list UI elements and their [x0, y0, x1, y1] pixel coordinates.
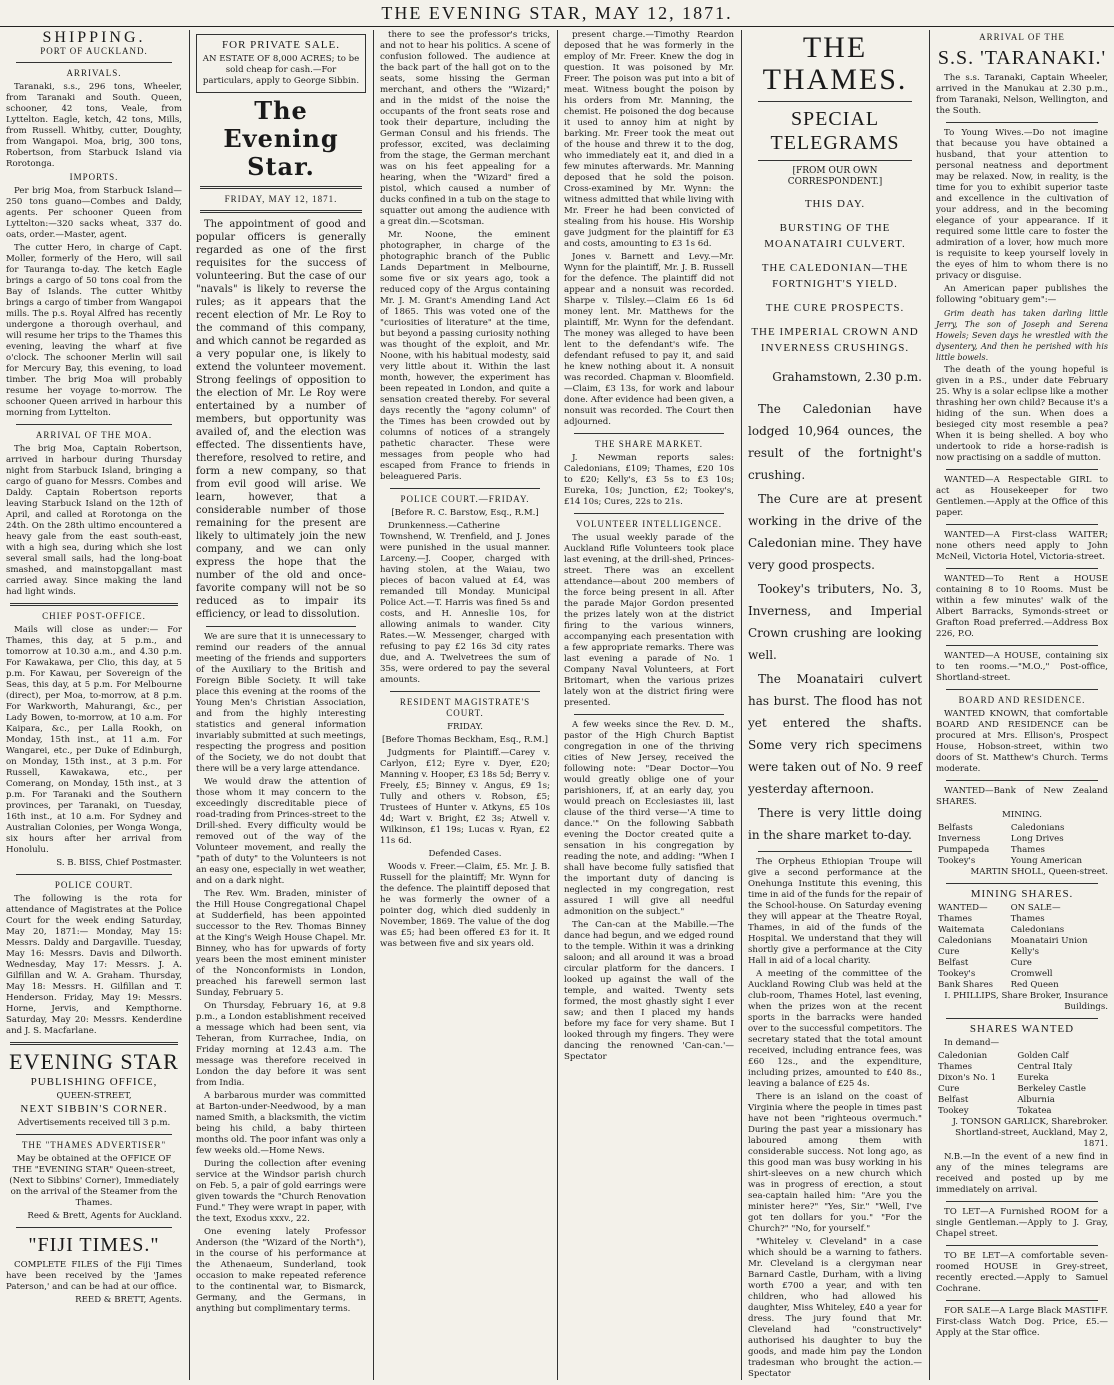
- jingle-text: Grim death has taken darling little Jerry, The son of Joseph and Serena Howels; Seven days he wrestled with the dysentery, And then he perished with his little bowels.: [936, 309, 1108, 362]
- news-paragraph: There is an island on the coast of Virginia where the people in times past have not been "righteous overmuch." During the past year a missionary has laboured among them with considerable success. Not long ago, as this good man was busy working in his shirt-sleeves on a new church which was in progress of erection, a stout sea-captain hailed him: "Are you the minister here?" "Yes, Sir." "Well, I've got ten dollars for you." "For the Church?" "No, for yourself.": [748, 1092, 922, 1234]
- office-street: QUEEN-STREET,: [56, 1091, 132, 1101]
- wanted-ad: WANTED—A First-class WAITER; none others need apply to John McNeil, Victoria Hotel, Victoria-street.: [936, 530, 1108, 562]
- divider: [16, 424, 172, 425]
- share-name: Golden Calf: [1017, 1051, 1069, 1061]
- port-heading: PORT OF AUCKLAND.: [40, 46, 148, 56]
- arrivals-text: Taranaki, s.s., 296 tons, Wheeler, from Taranaki and South. Queen, schooner, 42 tons, Veale, from Lyttelton. Eagle, ketch, 42 tons, Mills, from Russell. Whitby, cutter, Doughty, from Wangapoi. Moa, brig, 300 tons, Robertson, from Starbuck Island via Rorotonga.: [6, 82, 182, 169]
- rm-court-sub: [Before Thomas Beckham, Esq., R.M.]: [381, 735, 549, 745]
- share-name: Central Italy: [1017, 1062, 1073, 1072]
- divider: [206, 626, 356, 627]
- share-name: Thames: [1010, 914, 1045, 924]
- editorial-paragraph: During the collection after evening service at the Windsor parish church on Feb. 5, a pair of gold earrings were given towards the "Church Renovation Fund." They were wrapt in paper, with the text, Exodus xxxv., 22.: [196, 1159, 366, 1224]
- share-name: Cure: [938, 947, 960, 957]
- share-name: Thames: [938, 1062, 973, 1072]
- editorial-paragraph: A barbarous murder was committed at Barton-under-Needwood, by a man named Smith, a blacksmith, the victim being his child, a baby thirteen months old. The poor infant was only a few weeks old.—Home News.: [196, 1091, 366, 1156]
- share-name: Tookey's: [938, 856, 976, 866]
- divider: [946, 1245, 1098, 1246]
- article-paragraph: present charge.—Timothy Reardon deposed that he was formerly in the employ of Mr. Freer. Knew the dog in question. It was poisoned by Mr. Freer. The poison was put into a bit of meat. Witness bought the poison by his orders from Mr. Manning, the chemist. He poisoned the dog because it used to annoy him at night by barking. Mr. Freer took the meat out of the house and threw it to the dog, who immediately eat it, and died in a few minutes afterwards. Mr. Manning deposed that he sold the poison. Cross-examined by Mr. Wynn: the witness admitted that while living with Mr. Freer he had been convicted of stealing from his house. His Worship gave judgment for the plaintiff for £3 and costs, amounting to £3 1s 6d.: [564, 30, 734, 249]
- divider: [946, 1201, 1098, 1202]
- divider: [946, 645, 1098, 646]
- article-paragraph: there to see the professor's tricks, and not to hear his politics. A scene of confusion followed. The audience at the back part of the hall got on to the seats, some hissing the German merchant, and others the "Wizard;" and in the midst of the noise the occupants of the front seats rose and took their departure, including the German Consul and his friends. The professor, excited, was declaiming from the stage, the German merchant was on his feet appealing for a hearing, when the "Wizard" fired a pistol, which caused a number of ducks confined in a tub on the stage to squatter out among the audience with a great din.—Scotsman.: [380, 30, 550, 227]
- imports-heading: IMPORTS.: [69, 172, 119, 182]
- share-name: Belfast: [938, 958, 969, 968]
- wives-text: To Young Wives.—Do not imagine that because you have obtained a husband, that your attention to personal neatness and deportment may be relaxed. Now, in reality, is the time for you to exhibit superior taste and excellence in the cultivation of your address, and in the becoming elegance of your appearance. If it required some little care to foster the admiration of a lover, how much more is requisite to keep yourself lovely in the eyes of him to whom there is no privacy or disguise.: [936, 128, 1108, 281]
- divider: [758, 101, 912, 102]
- divider: [946, 689, 1098, 690]
- divider: [16, 1227, 172, 1228]
- share-name: Belfast: [938, 1095, 969, 1105]
- telegram-paragraph: Tookey's tributers, No. 3, Inverness, and Imperial Crown crushing are looking well.: [748, 582, 922, 662]
- arrival-heading: ARRIVAL OF THE: [979, 32, 1065, 42]
- divider: [946, 568, 1098, 569]
- fiji-heading: "FIJI TIMES.": [28, 1234, 160, 1256]
- office-next: NEXT SIBBIN'S CORNER.: [20, 1103, 168, 1115]
- imports-text: Per brig Moa, from Starbuck Island—250 tons guano—Combes and Daldy, agents. Per schooner Queen from Lyttelton:—320 sacks wheat, 337 do. oats, order.—Master, agent.: [6, 186, 182, 240]
- column-2: [190, 30, 372, 1380]
- misc-text: The death of the young hopeful is given in a P.S., under date February 25. Why is a solar eclipse like a mother thrashing her own child? Because it's a hiding of the sun. When does a besieged city most resemble a pea? When it is being shelled. A boy who undertook to ride a horse-radish is now practising on a saddle of mutton.: [936, 365, 1108, 463]
- divider: [10, 1042, 178, 1045]
- rm-court-day: FRIDAY.: [447, 722, 483, 732]
- share-market-text: J. Newman reports sales: Caledonians, £109; Thames, £20 10s to £20; Kelly's, £3 5s to £3 10s; Eureka, 10s; Junction, £2; Tookey's, £14 10s; Cures, 22s to 21s.: [564, 453, 734, 507]
- article-paragraph: The Can-can at the Mabille.—The dance had begun, and we edged round to the temple. Within it was a drinking saloon; and all around it was a broad circular platform for the dancers. I looked up against the wall of the temple, and waited. Twenty sets formed, the most ghastly sight I ever saw; and then I placed my hands before my face for very shame. But I looked through my fingers. They were dancing the renowned 'Can-can.'—Spectator: [564, 920, 734, 1062]
- sale-text: AN ESTATE OF 8,000 ACRES; to be sold cheap for cash.—For particulars, apply to George Sibbin.: [202, 54, 360, 86]
- headline: THE CALEDONIAN—THE FORTNIGHT'S YIELD.: [761, 262, 909, 290]
- thames-title: THE THAMES.: [762, 31, 908, 96]
- divider: [946, 122, 1098, 123]
- arrival-ship: S.S. 'TARANAKI.': [937, 47, 1107, 69]
- shipping-heading: SHIPPING.: [42, 30, 146, 46]
- column-5: [742, 30, 928, 1380]
- editorial-paragraph: We are sure that it is unnecessary to remind our readers of the annual meeting of the friends and supporters of the Auxiliary to the British and Foreign Bible Society. It will take place this evening at the rooms of the Young Men's Christian Association, and from the highly interesting statistics and general information invariably submitted at such meetings, respecting the progress and position of the Society, we do not doubt that there will be a very large attendance.: [196, 632, 366, 774]
- telegram-paragraph: The Caledonian have lodged 10,964 ounces, the result of the fortnight's crushing.: [748, 402, 922, 482]
- divider: [16, 1134, 172, 1135]
- editorial-paragraph: One evening lately Professor Anderson (the "Wizard of the North"), in the course of his performance at the Athenaeum, Sunderland, took occasion to make repeated reference to the continental war, to Bismarck, Germany, and the Germans, in anything but complimentary terms.: [196, 1227, 366, 1314]
- paper-title: The Evening Star.: [223, 96, 339, 181]
- divider: [946, 1300, 1098, 1301]
- thames-advertiser-text: May be obtained at the OFFICE OF THE "EVENING STAR" Queen-street, (Next to Sibbins' Corner), Immediately on the arrival of the Steamer from the Thames.: [9, 1154, 179, 1208]
- office-note: Advertisements received till 3 p.m.: [17, 1118, 171, 1128]
- bank-head: WANTED—Bank of New Zealand SHARES.: [936, 786, 1108, 807]
- jingle-intro: An American paper publishes the following "obituary gem":—: [936, 284, 1108, 305]
- bank-shares-table: [936, 823, 1108, 867]
- divider: [946, 883, 1098, 884]
- divider: [758, 160, 912, 161]
- share-name: Tookey's: [938, 969, 976, 979]
- divider: [946, 524, 1098, 525]
- to-let-ad: TO LET—A Furnished ROOM for a single Gentleman.—Apply to J. Gray, Chapel street.: [936, 1207, 1108, 1239]
- private-sale-ad: [196, 34, 366, 93]
- telegram-paragraph: The Moanatairi culvert has burst. The flood has not yet entered the shafts. Some very rich specimens were taken out of No. 9 reef yesterday afternoon.: [748, 672, 922, 796]
- post-signature: S. B. BISS, Chief Postmaster.: [56, 858, 182, 868]
- news-paragraph: A meeting of the committee of the Auckland Rowing Club was held at the club-room, Thames Hotel, last evening, when the prizes won at the recent sports in the barracks were handed over to the successful competitors. The secretary stated that the total amount received, including entrance fees, was £60 12s., and the expenditure, including prizes, amounted to £40 8s., leaving a balance of £25 4s.: [748, 969, 922, 1089]
- share-name: Tookey: [938, 1106, 969, 1116]
- share-market-heading: THE SHARE MARKET.: [594, 439, 704, 449]
- editorial-paragraph: On Thursday, February 16, at 9.8 p.m., a London establishment received a message which had been sent, via Teheran, from Kurrachee, India, on Friday morning at 12.43 a.m. The message was therefore received in London the day before it was sent from India.: [196, 1001, 366, 1088]
- news-paragraph: The Orpheus Ethiopian Troupe will give a second performance at the Onehunga Institute this evening, this time in aid of the funds for the repair of the School-house. On Saturday evening they will appear at the Theatre Royal, Thames, in aid of the funds of the Hospital. We understand that they will shortly give a performance at the City Hall in aid of a local charity.: [748, 857, 922, 966]
- board-heading: BOARD AND RESIDENCE.: [958, 695, 1086, 705]
- volunteer-heading: VOLUNTEER INTELLIGENCE.: [576, 519, 722, 529]
- divider: [574, 433, 724, 434]
- share-name: Moanatairi Union: [1010, 936, 1088, 946]
- police-court-heading: POLICE COURT.—FRIDAY.: [400, 494, 530, 504]
- share-name: Thames: [1010, 845, 1045, 855]
- arrival-text: The s.s. Taranaki, Captain Wheeler, arrived in the Manukau at 2.30 p.m., from Taranaki, Nelson, Wellington, and the South.: [936, 73, 1108, 116]
- share-name: Waitemata: [938, 925, 985, 935]
- moa-heading: ARRIVAL OF THE MOA.: [35, 430, 153, 440]
- share-name: Caledonian: [938, 1051, 988, 1061]
- mining-sign: I. PHILLIPS, Share Broker, Insurance Buildings.: [944, 991, 1108, 1012]
- office-heading: EVENING STAR: [9, 1049, 179, 1074]
- mining-shares-heading: MINING SHARES.: [970, 888, 1074, 900]
- sale-heading: FOR PRIVATE SALE.: [222, 39, 340, 51]
- share-name: Red Queen: [1010, 980, 1059, 990]
- divider: [16, 62, 172, 63]
- correspondent-note: [FROM OUR OWN CORRESPONDENT.]: [787, 166, 883, 187]
- post-text: Mails will close as under:— For Thames, this day, at 5 p.m., and tomorrow at 10.30 a.m., and 4.30 p.m. For Kawakawa, per Clio, this day, at 5 p.m. For Kawau, per Sovereign of the Seas, this day, at 5 p.m. For Melbourne (direct), per Moa, to-morrow, at 8 p.m. For Warkworth, Mahurangi, &c., per Lady Bowen, to-morrow, at 10 a.m. For Kaipara, &c., per Lalla Rookh, on Monday, 15th inst., at 11 a.m. For Wangarei, etc., per Duke of Edinburgh, on Monday, 15th inst., at 3 p.m. For Russell, Kawakawa, etc., per Comerang, on Monday, 15th inst., at 3 p.m. For Taranaki and the Southern provinces, per Taranaki, on Tuesday, 16th inst., at 10 a.m. For Sydney and Australian Colonies, per Wonga Wonga, six hours after her arrival from Honolulu.: [6, 625, 182, 855]
- telegram-paragraph: There is very little doing in the share market to-day.: [748, 806, 922, 842]
- list-head: WANTED—: [938, 903, 988, 913]
- arrivals-heading: ARRIVALS.: [66, 68, 122, 78]
- share-name: Dixon's No. 1: [938, 1073, 997, 1083]
- share-name: Berkeley Castle: [1017, 1084, 1086, 1094]
- share-name: Tokatea: [1017, 1106, 1052, 1116]
- list-head: ON SALE—: [1010, 903, 1061, 913]
- bank-sign: MARTIN SHOLL, Queen-street.: [970, 867, 1108, 877]
- share-name: Kelly's: [1010, 947, 1039, 957]
- office-subheading: PUBLISHING OFFICE,: [30, 1076, 158, 1088]
- article-paragraph: A few weeks since the Rev. D. M., pastor of the High Church Baptist congregation in one of the thriving cities of New Jersey, received the following note: "Dear Doctor—You would greatly oblige one of your parishioners, if, at an early day, you would preach on Ecclesiastes iii, last clause of the third verse—'A time to dance.'" On the following Sabbath evening the Doctor created quite a sensation in his congregation by reading the note, and adding: "When I shall have become fully satisfied that the important duty of dancing is neglected in my congregation, rest assured I will give all needful admonition on the subject.": [564, 720, 734, 917]
- divider: [946, 780, 1098, 781]
- to-let-ad: TO BE LET—A comfortable seven-roomed HOUSE in Grey-street, recently erected.—Apply to Samuel Cochrane.: [936, 1251, 1108, 1294]
- moa-text: The brig Moa, Captain Robertson, arrived in harbour during Thursday night from Starbuck Island, bringing a cargo of guano for Messrs. Combes and Daldy. Captain Robertson reports leaving Starbuck Island on the 12th of April, and called at Rorotonga on the 24th. On the 28th ultimo encountered a heavy gale from the east south-east, with a high sea, during which she lost several small sails, had the long-boat smashed, and mainstopgallant mast carried away. Since making the land had light winds.: [6, 444, 182, 597]
- editorial-paragraph: The appointment of good and popular officers is generally regarded as one of the first requisites for the success of volunteering. But the case of our "navals" is likely to reverse the rules; as it appears that the recent election of Mr. Le Roy to the command of this company, and which cannot be regarded as a very popular one, is likely to extend the volunteer movement. Strong feelings of opposition to the election of Mr. Le Roy were entertained by a number of members, but opportunity was availed of, and the election was effected. The dissentients have, therefore, resolved to retire, and form a new company, so that from evil good will arise. We learn, however, that a considerable number of those remaining for the present are likely to ultimately join the new company, and we can only express the hope that the number of the old and once-favorite company will not be so reduced as to impair its efficiency, or lead to dissolution.: [196, 219, 366, 620]
- share-name: Eureka: [1017, 1073, 1049, 1083]
- column-1: [0, 30, 188, 1380]
- police-court-text: Drunkenness.—Catherine Townshend, W. Trenfield, and J. Jones were punished in the usual manner. Larceny.—J. Cooper, charged with having stolen, at the Waiau, two pieces of bacon valued at £4, was remanded till Monday. Municipal Police Act.—T. Harris was fined 5s and costs, and H. Anneslie 10s, for allowing animals to wander. City Rates.—W. Messenger, charged with refusing to pay £2 16s 3d city rates due, and A. Twelvetrees the sum of 35s, were ordered to pay the several amounts.: [380, 521, 550, 685]
- date-line: FRIDAY, MAY 12, 1871.: [224, 194, 338, 204]
- police-rota-text: The following is the rota for attendance of Magistrates at the Police Court for the week ending Saturday, May 20, 1871:— Monday, May 15: Messrs. Daldy and Dargaville. Tuesday, May 16: Messrs. Davis and Dilworth. Wednesday, May 17: Messrs. J. A. Gilfillan and W. A. Graham. Thursday, May 18: Messrs. H. Gilfillan and T. Henderson. Friday, May 19: Messrs. Horne, Jervis, and Kempthorne. Saturday, May 20: Messrs. Kenderdine and J. S. Macfarlane.: [6, 894, 182, 1036]
- shares-wanted-table: [936, 1051, 1108, 1117]
- divider: [758, 851, 912, 852]
- wanted-ad: WANTED—A Respectable GIRL to act as Housekeeper for two Gentlemen.—Apply at the Office of this paper.: [936, 475, 1108, 518]
- shares-wanted-heading: SHARES WANTED: [969, 1023, 1075, 1035]
- bank-mining: MINING.: [1002, 810, 1042, 820]
- police-rota-heading: POLICE COURT.: [54, 880, 134, 890]
- article-paragraph: Mr. Noone, the eminent photographer, in charge of the photographic branch of the Public Lands Department in Melbourne, some five or six years ago, took a reduced copy of the Argus containing Mr. J. M. Grant's Amending Land Act of 1865. This was voted one of the "curiosities of literature" at the time, but beyond a passing curiosity nothing was thought of the exploit, and Mr. Noone, with his habitual modesty, said very little about it. Within the last month, however, the experiment has been repeated in London, and quite a sensation created thereby. For several days recently the "agony column" of the Times has been crowded out by columns of notices of a strangely pathetic character. These were messages from people who had escaped from France to friends in beleaguered Paris.: [380, 230, 550, 482]
- telegrams-title: SPECIAL TELEGRAMS: [770, 108, 900, 154]
- headline: THE CURE PROSPECTS.: [765, 302, 905, 314]
- share-name: Thames: [938, 914, 973, 924]
- share-name: Caledonians: [938, 936, 992, 946]
- share-name: Caledonians: [1010, 925, 1065, 935]
- editorial-paragraph: We would draw the attention of those whom it may concern to the exceedingly discreditable piece of road-trading from Princes-street to the Drill-shed. Every difficulty would be removed out of the way of the Volunteer movement, and really the "path of duty" to the Volunteers is not an easy one, especially in wet weather, and on a dark night.: [196, 777, 367, 886]
- divider: [16, 874, 172, 875]
- shares-head: In demand—: [944, 1038, 1000, 1048]
- thames-advertiser-sign: Reed & Brett, Agents for Auckland.: [27, 1211, 182, 1221]
- news-paragraph: "Whiteley v. Cleveland" in a case which should be a warning to fathers. Mr. Cleveland is a clergyman near Barnard Castle, Durham, with a living worth £700 a year, and with ten children, who had allowed his daughter, Miss Whiteley, £40 a year for dress. The jury found that Mr. Cleveland had "constructively" authorised his daughter to buy the goods, and made him pay the London tradesman who brought the action.—Spectator: [748, 1237, 922, 1379]
- fiji-sign: REED & BRETT, Agents.: [75, 1295, 182, 1305]
- share-name: Belfasts: [938, 823, 973, 833]
- shares-sign: J. TONSON GARLICK, Sharebroker. Shortland-street, Auckland, May 2, 1871.: [952, 1117, 1108, 1149]
- thames-advertiser-heading: THE "THAMES ADVERTISER": [21, 1140, 167, 1150]
- divider: [10, 603, 178, 606]
- rm-court-text: Judgments for Plaintiff.—Carey v. Carlyon, £12; Eyre v. Dyer, £20; Manning v. Hooper, £3 18s 5d; Berry v. Freely, £5; Binney v. Angus, £9 1s; Tully and others v. Robson, £5; Trustees of Hunter v. Atkyns, £5 10s 4d; Wart v. Bright, £2 3s; Atwell v. Wilkinson, £1 19s; Lucas v. Ryan, £2 11s 6d.: [380, 748, 550, 846]
- rm-court-heading: RESIDENT MAGISTRATE'S COURT.: [399, 697, 531, 718]
- article-paragraph: Jones v. Barnett and Levy.—Mr. Wynn for the plaintiff, Mr. J. B. Russell for the defence. The plaintiff did not appear and a nonsuit was recorded. Sharpe v. Tilsley.—Claim £6 1s 6d money lent. Mr. Matthews for the plaintiff, Mr. Wynn for the defendant. The money was alleged to have been lent to the defendant's wife. The defendant refused to pay it, and said he knew nothing about it. A nonsuit was recorded. Chapman v. Bloomfield.—Claim, £3 13s, for work and labour done. After evidence had been given, a nonsuit was recorded. The Court then adjourned.: [564, 252, 734, 427]
- column-3: [374, 30, 556, 1380]
- for-sale-ad: FOR SALE—A Large Black MASTIFF. First-class Watch Dog. Price, £5.—Apply at the Star office.: [936, 1306, 1108, 1338]
- headline: THE IMPERIAL CROWN AND INVERNESS CRUSHINGS.: [751, 326, 919, 354]
- column-6: [930, 30, 1114, 1380]
- divider: [200, 186, 362, 189]
- telegram-paragraph: The Cure are at present working in the drive of the Caledonian mine. They have very good prospects.: [748, 492, 922, 572]
- shares-note: N.B.—In the event of a new find in any of the mines telegrams are received and posted up by me immediately on arrival.: [936, 1152, 1108, 1195]
- telegram-dateline: Grahamstown, 2.30 p.m.: [772, 370, 922, 384]
- divider: [574, 714, 724, 715]
- share-name: Inverness: [938, 834, 981, 844]
- divider: [390, 691, 540, 692]
- divider: [946, 1018, 1098, 1019]
- share-name: Young American: [1010, 856, 1083, 866]
- board-text: WANTED KNOWN, that comfortable BOARD AND RESIDENCE can be procured at Mrs. Ellison's, Prospect House, Hobson-street, within two doors of St. Matthew's Church. Terms moderate.: [936, 709, 1108, 774]
- wanted-ad: WANTED—To Rent a HOUSE containing 8 to 10 Rooms. Must be within a few minutes' walk of the Albert Barracks, Symonds-street or Grafton Road preferred.—Address Box 226, P.O.: [936, 574, 1108, 639]
- wanted-ad: WANTED—A HOUSE, containing six to ten rooms.—"M.O.," Post-office, Shortland-street.: [936, 651, 1108, 683]
- headline: BURSTING OF THE MOANATAIRI CULVERT.: [764, 222, 906, 250]
- editorial-paragraph: The Rev. Wm. Braden, minister of the Hill House Congregational Chapel at Sudderfield, has been appointed successor to the Rev. Thomas Binney at the King's Weigh House Chapel. Mr. Binney, who has for upwards of forty years been the most eminent minister of the Nonconformists in London, preached his farewell sermon last Sunday, February 5.: [196, 889, 366, 998]
- share-name: Cure: [1010, 958, 1032, 968]
- column-4: [558, 30, 740, 1380]
- share-name: Long Drives: [1010, 834, 1064, 844]
- fiji-text: COMPLETE FILES of the Fiji Times have been received by the 'James Paterson,' and can be had at our office.: [6, 1260, 182, 1292]
- share-name: Alburnia: [1017, 1095, 1055, 1105]
- share-name: Cure: [938, 1084, 960, 1094]
- police-court-sub: [Before R. C. Barstow, Esq., R.M.]: [391, 508, 539, 518]
- divider: [946, 469, 1098, 470]
- post-heading: CHIEF POST-OFFICE.: [42, 611, 146, 621]
- volunteer-text: The usual weekly parade of the Auckland Rifle Volunteers took place last evening, at the drill-shed, Princes-street. There was an excellent attendance—about 200 members of the force being present in all. After the parade Major Gordon presented the prizes lately won at the district firing to the various winners, accompanying each presentation with a few appropriate remarks. There was last evening a parade of No. 1 Company Naval Volunteers, at Fort Britomart, when the various prizes lately won at the district firing were presented.: [564, 533, 734, 708]
- telegram-body: [748, 366, 922, 846]
- divider: [390, 488, 540, 489]
- share-name: Bank Shares: [938, 980, 994, 990]
- shipping-news: The cutter Hero, in charge of Capt. Moller, formerly of the Hero, will sail for Tauranga to-day. The ketch Eagle brings a cargo of 50 tons coal from the Bay of Islands. The cutter Whitby brings a cargo of timber from Wangapoi mills. The p.s. Royal Alfred has recently undergone a thorough overhaul, and will resume her trips to the Thames this evening, leaving the wharf at five o'clock. The schooner Merlin will sail for Mercury Bay, this evening, to load timber. The brig Moa will probably resume her voyage to-morrow. The schooner Queen arrived in harbour this morning from Lyttelton.: [6, 243, 182, 418]
- masthead: THE EVENING STAR, MAY 12, 1871.: [0, 0, 1114, 27]
- this-day: THIS DAY.: [804, 198, 866, 210]
- share-name: Caledonians: [1010, 823, 1065, 833]
- defended-heading: Defended Cases.: [428, 849, 502, 859]
- divider: [200, 210, 362, 213]
- share-name: Pumpapeda: [938, 845, 990, 855]
- divider: [574, 513, 724, 514]
- share-name: Cromwell: [1010, 969, 1053, 979]
- mining-shares-table: [936, 903, 1108, 991]
- defended-text: Woods v. Freer.—Claim, £5. Mr. J. B. Russell for the plaintiff; Mr. Wynn for the defence. The plaintiff deposed that he was formerly the owner of a pointer dog, which died suddenly in November, 1869. The value of the dog was £5; had been offered £3 for it. It was between five and six years old.: [380, 862, 550, 949]
